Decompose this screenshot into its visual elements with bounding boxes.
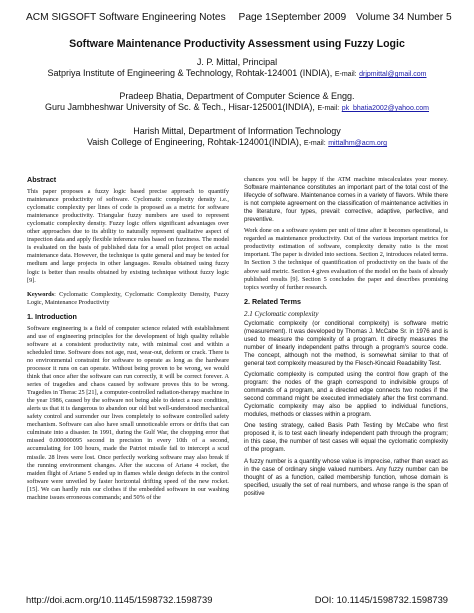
author-block	[0, 57, 474, 81]
body-paragraph: Cyclomatic complexity is computed using the control flow graph of the program: the nodes of the graph correspond to indivisible groups of commands of a program, and a directed edge connects two nodes if the second command might be executed immediately after the first command. Cyclomatic complexity may also be applied to individual functions, modules, methods or classes within a program.	[244, 371, 448, 419]
header-left	[26, 12, 271, 23]
author-affiliation: Satpriya Institute of Engineering & Technology, Rohtak-124001 (INDIA),	[47, 68, 333, 79]
journal-name: ACM SIGSOFT Software Engineering Notes	[26, 12, 226, 23]
running-header	[26, 12, 452, 23]
continued-text-sans: Software maintenance constitutes an important part of the total cost of the lifecycle of software. Maintenance comes in a variety of flavors. While there is not complete agreement on the classification of maintenance activities in the literature, four types, prevail: corrective, adaptive, perfective, and preventive.	[244, 184, 448, 224]
related-terms-heading: 2. Related Terms	[244, 296, 301, 306]
issue-date: September 2009	[270, 12, 347, 23]
author-block	[0, 126, 474, 150]
body-paragraph: Work done on a software system per unit of time after it becomes operational, is regarded as maintenance productivity. Out of the various important metrics for productivity estimation of software, complexity density ratio is the most important. The paper is divided into sections. Section 2, introduces related terms. In Section 3 the technique of quantification of productivity on the basis of the above said metric. Section 4 gives evaluation of the model on the basis of already published results [9]. Section 5 concludes the paper and describes promising topics worthy of further research.	[244, 227, 448, 291]
author-block	[0, 91, 474, 115]
keywords-label: Keywords	[27, 290, 55, 298]
abstract-text: This paper proposes a fuzzy logic based precise approach to quantify maintenance productivity of software. Cyclomatic complexity density i.e., cyclomatic complexity per lines of code is proposed as a metric for software maintenance productivity. Triangular fuzzy numbers are used to represent cyclomatic complexity density. Fuzzy logic offers significant advantages over other approaches due to its ability to naturally represent qualitative aspect of inspection data and apply flexible inference rules based on fuzziness. The model is evaluated on the basis of published data for a small pilot project on actual maintenance data. However, the technique is quite general and may be tested for medium and large projects in other languages. Results obtained using fuzzy logic is better than results obtained by existing technique without fuzzy logic [9].	[27, 188, 229, 284]
keywords-text: : Cyclomatic Complexity, Cyclomatic Complexity Density, Fuzzy Logic, Maintenance Productivity	[27, 290, 229, 306]
email-label: E-mail:	[317, 105, 340, 113]
footer-doi: DOI: 10.1145/1598732.1598739	[314, 594, 448, 605]
right-column	[244, 176, 448, 498]
author-email-link[interactable]: mittalhm@acm.org	[328, 140, 388, 148]
author-affiliation-line	[0, 137, 474, 149]
continued-text-serif: chances you will be happy if the ATM machine miscalculates your money.	[244, 176, 448, 183]
author-affiliation-line	[0, 68, 474, 80]
author-email-link[interactable]: pk_bhatia2002@yahoo.com	[341, 105, 430, 113]
author-affiliation: Guru Jambheshwar University of Sc. & Tech., Hisar-125001(INDIA),	[44, 102, 315, 113]
author-name: Pradeep Bhatia, Department of Computer Science & Engg.	[119, 91, 355, 101]
author-email-link[interactable]: drjpmittal@gmail.com	[359, 71, 427, 79]
author-affiliation: Vaish College of Engineering, Rohtak-124001(INDIA),	[86, 137, 302, 148]
introduction-text: Software engineering is a field of computer science related with establishment and use of engineering principles for the development of high quality reliable software at a consistent productivity rate, with minimal cost and within a scheduled time. Software does not age, rust, wear-out, deform or crack. There is no environmental constraint for software to operate as long as the hardware processor it runs on can operate. Without being proven to be wrong, we would think that once after the software can run correctly, it will be correct forever. A series of tragedies and chaos caused by software proves this to be wrong. Tragedies in Therac 25 [21], a computer-controlled radiation-therapy machine in the year 1986, caused by the software not being able to detect a race condition, alerts us that it is dangerous to abandon our old but well-understood mechanical safety control and surrender our lives completely to software controlled safety mechanism. Software can also have small unnoticeable errors or drifts that can culminate into a disaster. In 1991, during the Gulf War, the chopping error that missed 0.000000095 second in precision in every 10th of a second, accumulating for 100 hours, made the Patriot missile fail to intercept a scud missile. 28 lives were lost. Once perfectly working software may also break if the running environment changes. After the success of Ariane 4 rocket, the maiden flight of Ariane 5 ended up in flames while design defects in the control software were unveiled by faster horizontal drifting speed of the new rocket. [15]. We can hardly ruin our clothes if the embedded software in our washing machine issues erroneous commands; and 50% of the	[27, 324, 229, 501]
body-paragraph: A fuzzy number is a quantity whose value is imprecise, rather than exact as in the case of ordinary single valued numbers. Any fuzzy number can be thought of as a function, called membership function, whose domain is specified, usually the set of real numbers, and whose range is the span of positive	[244, 457, 448, 497]
continued-text	[244, 176, 448, 224]
body-paragraph: One testing strategy, called Basis Path Testing by McCabe who first proposed it, is to test each linearly independent path through the program; in this case, the number of test cases will equal the cyclomatic complexity of the program.	[244, 422, 448, 454]
author-affiliation-line	[0, 102, 474, 114]
abstract-heading: Abstract	[27, 175, 57, 184]
left-column	[27, 176, 229, 502]
email-label: E-mail:	[334, 71, 357, 79]
page-number: Page 1	[238, 12, 271, 23]
email-label: E-mail:	[303, 140, 326, 148]
cyclomatic-complexity-subheading: 2.1 Cyclomatic complexity	[244, 309, 319, 318]
author-name: Harish Mittal, Department of Information Technology	[133, 126, 341, 136]
footer-url[interactable]: http://doi.acm.org/10.1145/1598732.1598739	[26, 594, 213, 605]
page-footer	[26, 594, 448, 605]
paper-title: Software Maintenance Productivity Assessment using Fuzzy Logic	[69, 38, 405, 50]
keywords	[27, 291, 229, 307]
author-name: J. P. Mittal, Principal	[196, 57, 278, 67]
volume-number: Volume 34 Number 5	[356, 12, 452, 23]
introduction-heading: 1. Introduction	[27, 311, 77, 321]
header-right	[271, 12, 452, 23]
body-paragraph: Cyclomatic complexity (or conditional complexity) is software metric (measurement). It was developed by Thomas J. McCabe Sr. in 1976 and is used to measure the complexity of a program. It directly measures the number of linearly independent paths through a program's source code. The concept, although not the method, is somewhat similar to that of general text complexity measured by the Flesch-Kincaid Readability Test.	[244, 319, 448, 367]
